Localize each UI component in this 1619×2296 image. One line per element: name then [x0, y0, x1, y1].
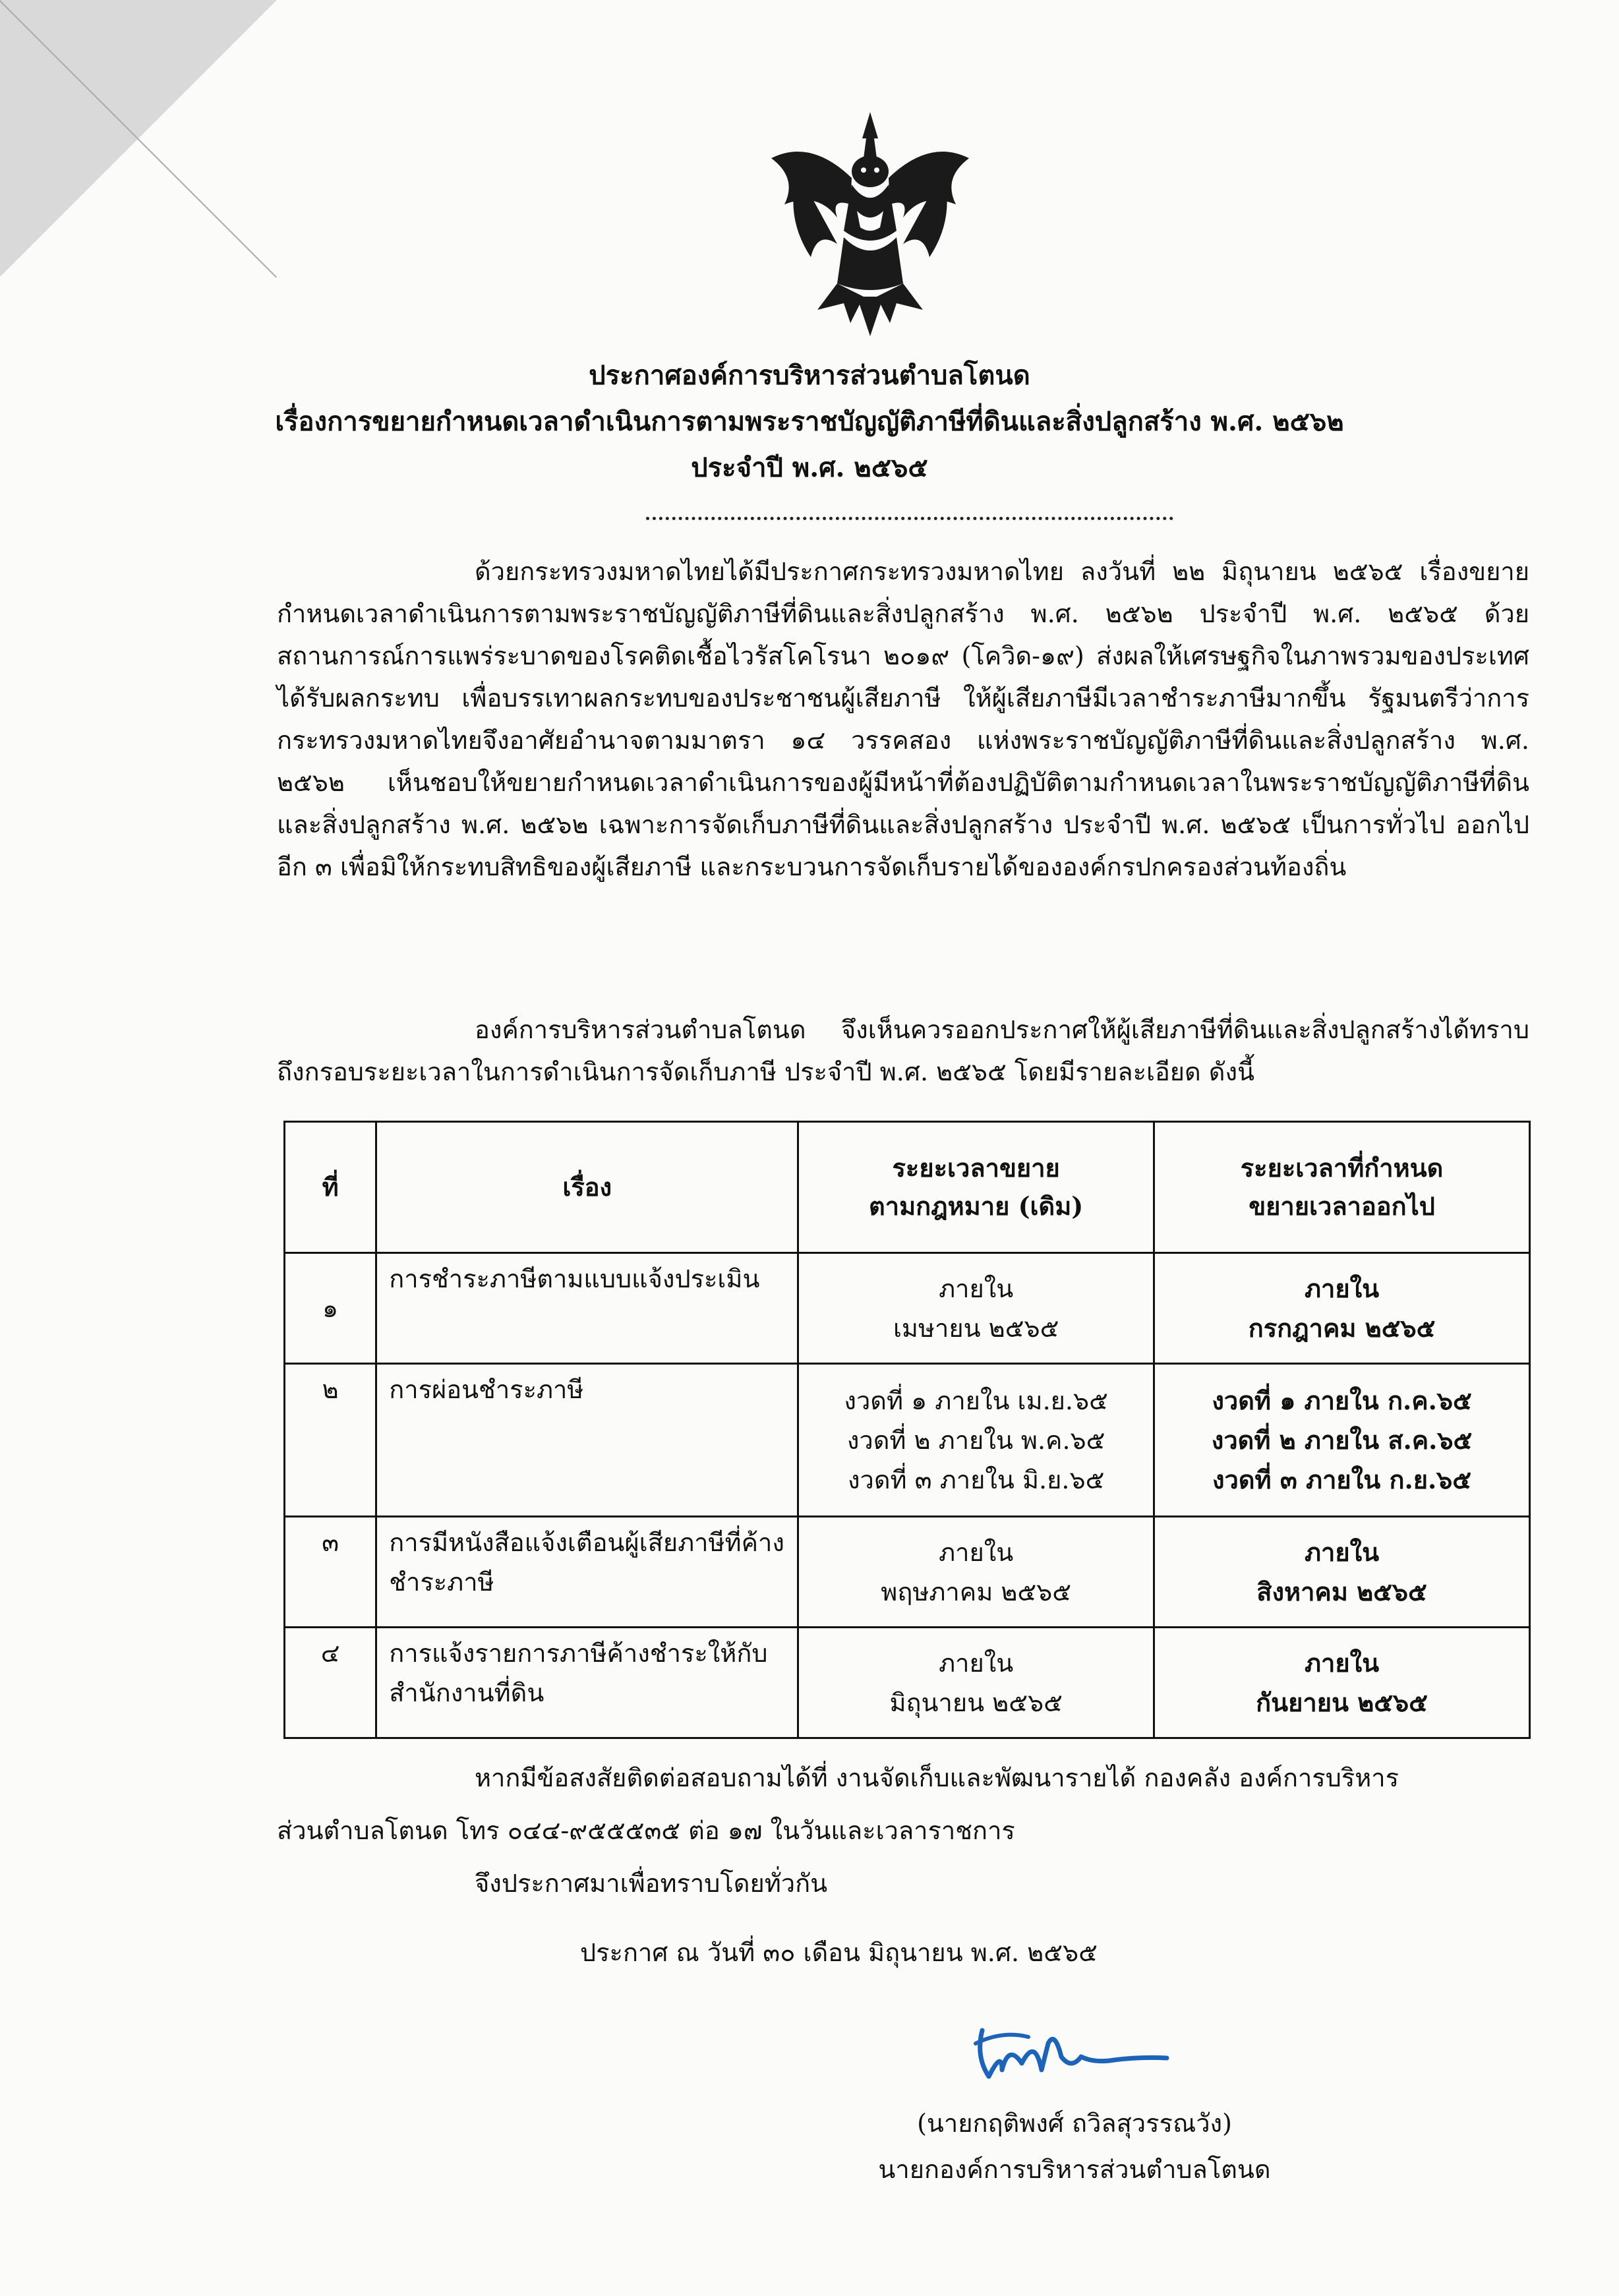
- col-header-old-period: [798, 1122, 1154, 1253]
- col-header-new-period: [1154, 1122, 1530, 1253]
- row-number: ๔: [285, 1628, 376, 1738]
- col-header-old-line2: ตามกฎหมาย (เดิม): [869, 1191, 1084, 1221]
- row-old-line: ภายใน: [939, 1274, 1014, 1303]
- body-paragraph-1: ด้วยกระทรวงมหาดไทยได้มีประกาศกระทรวงมหาดไทย ลงวันที่ ๒๒ มิถุนายน ๒๕๖๕ เรื่องขยายกำหนดเวลาดำเนินการตามพระราชบัญญัติภาษีที่ดินและสิ่งปลูกสร้าง พ.ศ. ๒๕๖๒ ประจำปี พ.ศ. ๒๕๖๕ ด้วยสถานการณ์การแพร่ระบาดของโรคติดเชื้อไวรัสโคโรนา ๒๐๑๙ (โควิด-๑๙) ส่งผลให้เศรษฐกิจในภาพรวมของประเทศได้รับผลกระทบ เพื่อบรรเทาผลกระทบของประชาชนผู้เสียภาษี ให้ผู้เสียภาษีมีเวลาชำระภาษีมากขึ้น รัฐมนตรีว่าการกระทรวงมหาดไทยจึงอาศัยอำนาจตามมาตรา ๑๔ วรรคสอง แห่งพระราชบัญญัติภาษีที่ดินและสิ่งปลูกสร้าง พ.ศ. ๒๕๖๒ เห็นชอบให้ขยายกำหนดเวลาดำเนินการของผู้มีหน้าที่ต้องปฏิบัติตามกำหนดเวลาในพระราชบัญญัติภาษีที่ดินและสิ่งปลูกสร้าง พ.ศ. ๒๕๖๒ เฉพาะการจัดเก็บภาษีที่ดินและสิ่งปลูกสร้าง ประจำปี พ.ศ. ๒๕๖๕ เป็นการทั่วไป ออกไปอีก ๓ เพื่อมิให้กระทบสิทธิของผู้เสียภาษี และกระบวนการจัดเก็บรายได้ขององค์กรปกครองส่วนท้องถิ่น: [277, 557, 1529, 881]
- col-header-new-line1: ระยะเวลาที่กำหนด: [1240, 1153, 1444, 1183]
- row-new-line: ภายใน: [1304, 1273, 1380, 1303]
- row-old-period: [798, 1517, 1154, 1628]
- row-topic: [376, 1364, 798, 1517]
- col-header-new-line2: ขยายเวลาออกไป: [1249, 1191, 1435, 1221]
- row-topic: [376, 1517, 798, 1628]
- row-new-line: งวดที่ ๒ ภายใน ส.ค.๖๕: [1211, 1425, 1473, 1455]
- announcement-date: ประกาศ ณ วันที่ ๓๐ เดือน มิถุนายน พ.ศ. ๒๕๖๕: [580, 1938, 1098, 1967]
- row-topic-line: การแจ้งรายการภาษีค้างชำระให้กับ: [389, 1639, 768, 1668]
- row-old-line: งวดที่ ๑ ภายใน เม.ย.๖๕: [844, 1386, 1108, 1415]
- announce-line: จึงประกาศมาเพื่อทราบโดยทั่วกัน: [475, 1869, 828, 1898]
- row-topic-line: สำนักงานที่ดิน: [389, 1678, 545, 1707]
- row-old-period: [798, 1628, 1154, 1738]
- row-old-period: [798, 1364, 1154, 1517]
- row-new-line: ภายใน: [1304, 1647, 1380, 1678]
- col-header-topic: เรื่อง: [376, 1122, 798, 1253]
- row-topic-line: การผ่อนชำระภาษี: [389, 1375, 584, 1404]
- contact-line-2: ส่วนตำบลโตนด โทร ๐๔๔-๙๕๕๕๓๕ ต่อ ๑๗ ในวันและเวลาราชการ: [277, 1816, 1015, 1845]
- row-new-line: งวดที่ ๓ ภายใน ก.ย.๖๕: [1212, 1464, 1472, 1494]
- row-topic-line: ชำระภาษี: [389, 1568, 494, 1597]
- row-new-period: [1154, 1253, 1530, 1364]
- row-old-line: ภายใน: [939, 1537, 1014, 1567]
- row-new-line: กันยายน ๒๕๖๕: [1256, 1687, 1428, 1717]
- row-new-period: [1154, 1517, 1530, 1628]
- row-number: ๒: [285, 1364, 376, 1517]
- row-new-period: [1154, 1364, 1530, 1517]
- announcement-subject: เรื่องการขยายกำหนดเวลาดำเนินการตามพระราชบัญญัติภาษีที่ดินและสิ่งปลูกสร้าง พ.ศ. ๒๕๖๒: [275, 406, 1344, 437]
- row-old-line: ภายใน: [939, 1648, 1014, 1678]
- row-old-line: พฤษภาคม ๒๕๖๕: [881, 1577, 1072, 1606]
- row-topic-line: การชำระภาษีตามแบบแจ้งประเมิน: [389, 1264, 760, 1293]
- row-new-line: กรกฎาคม ๒๕๖๕: [1248, 1312, 1436, 1343]
- row-number: ๓: [285, 1517, 376, 1628]
- row-old-period: [798, 1253, 1154, 1364]
- row-topic: [376, 1253, 798, 1364]
- row-topic: [376, 1628, 798, 1738]
- table-row: [285, 1364, 1530, 1517]
- signer-title: นายกองค์การบริหารส่วนตำบลโตนด: [878, 2155, 1271, 2184]
- garuda-emblem: [758, 99, 982, 343]
- row-old-line: มิถุนายน ๒๕๖๕: [889, 1688, 1063, 1717]
- row-new-line: ภายใน: [1304, 1537, 1380, 1567]
- table-row: [285, 1253, 1530, 1364]
- body-paragraph-2: องค์การบริหารส่วนตำบลโตนด จึงเห็นควรออกประกาศให้ผู้เสียภาษีที่ดินและสิ่งปลูกสร้างได้ทราบถึงกรอบระยะเวลาในการดำเนินการจัดเก็บภาษี ประจำปี พ.ศ. ๒๕๖๕ โดยมีรายละเอียด ดังนี้: [277, 1015, 1529, 1086]
- row-old-line: งวดที่ ๓ ภายใน มิ.ย.๖๕: [847, 1465, 1105, 1494]
- contact-line-1: หากมีข้อสงสัยติดต่อสอบถามได้ที่ งานจัดเก็บและพัฒนารายได้ กองคลัง องค์การบริหาร: [475, 1763, 1399, 1792]
- dotted-separator: [646, 514, 1173, 520]
- table-row: [285, 1517, 1530, 1628]
- table-header-row: [285, 1122, 1530, 1253]
- row-old-line: งวดที่ ๒ ภายใน พ.ค.๖๕: [846, 1425, 1105, 1455]
- handwritten-signature: [962, 2004, 1173, 2103]
- col-header-old-line1: ระยะเวลาขยาย: [892, 1153, 1060, 1183]
- announcement-title: ประกาศองค์การบริหารส่วนตำบลโตนด: [589, 360, 1030, 391]
- col-header-no: ที่: [285, 1122, 376, 1253]
- row-topic-line: การมีหนังสือแจ้งเตือนผู้เสียภาษีที่ค้าง: [389, 1528, 784, 1557]
- row-old-line: เมษายน ๒๕๖๕: [893, 1313, 1059, 1343]
- announcement-year: ประจำปี พ.ศ. ๒๕๖๕: [691, 452, 928, 483]
- row-new-line: งวดที่ ๑ ภายใน ก.ค.๖๕: [1212, 1385, 1472, 1415]
- row-new-period: [1154, 1628, 1530, 1738]
- tax-schedule-table: [283, 1121, 1531, 1739]
- signer-name: (นายกฤติพงศ์ ถวิลสุวรรณวัง): [917, 2109, 1232, 2138]
- table-row: [285, 1628, 1530, 1738]
- row-new-line: สิงหาคม ๒๕๖๕: [1256, 1576, 1427, 1606]
- row-number: ๑: [285, 1253, 376, 1364]
